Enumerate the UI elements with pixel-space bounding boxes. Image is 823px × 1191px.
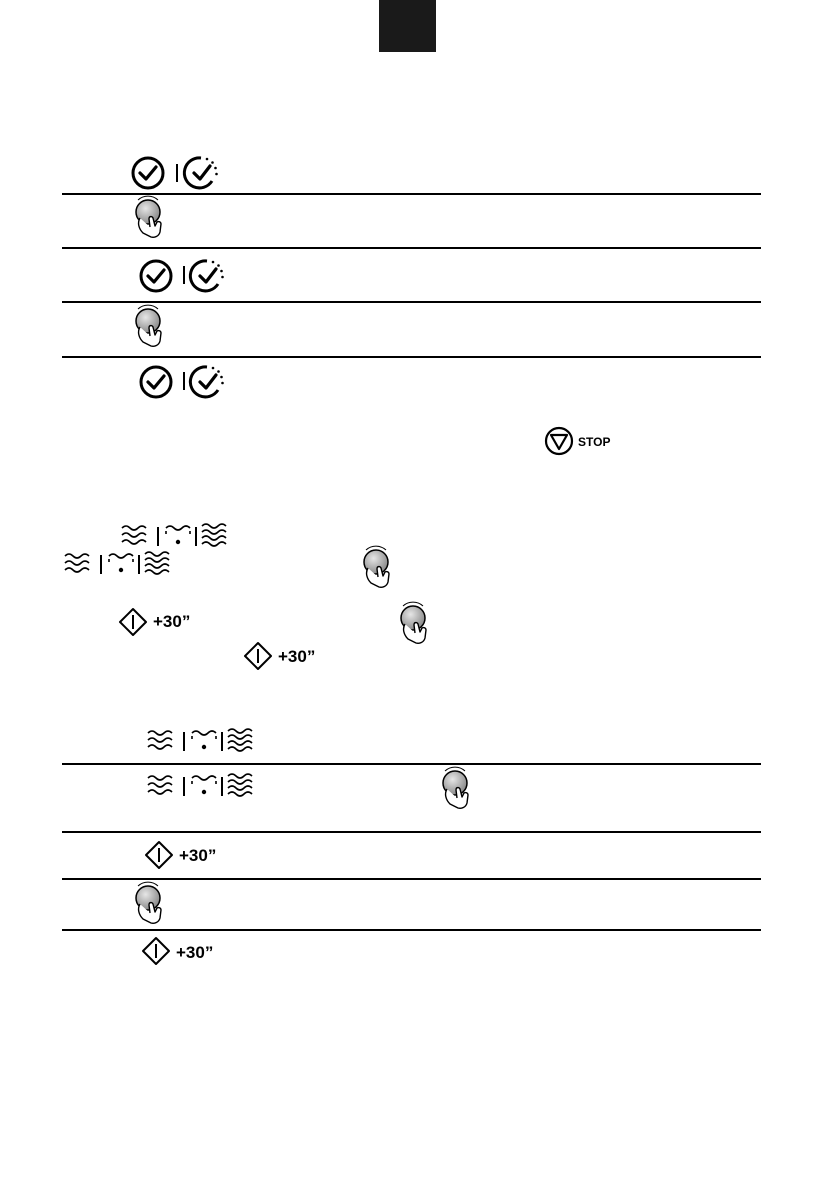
clock-icon[interactable] — [130, 155, 166, 191]
dial-icon[interactable] — [440, 767, 474, 811]
plus30-label: +30” — [153, 612, 191, 631]
stop-icon[interactable] — [544, 426, 574, 456]
timer-icon[interactable] — [190, 258, 226, 294]
plus30-label: +30” — [179, 846, 217, 865]
divider-line — [62, 301, 761, 303]
separator — [176, 164, 178, 182]
divider-line — [62, 247, 761, 249]
steam-modes-icon[interactable] — [146, 727, 256, 753]
separator — [183, 372, 185, 390]
stop-label: STOP — [578, 435, 611, 449]
divider-line — [62, 193, 761, 195]
steam-modes-icon[interactable] — [63, 550, 173, 576]
steam-modes-icon[interactable] — [120, 522, 230, 548]
divider-line — [62, 763, 761, 765]
plus30-label: +30” — [278, 647, 316, 666]
timer-icon[interactable] — [184, 155, 220, 191]
dial-icon[interactable] — [133, 305, 167, 349]
start-icon[interactable] — [243, 641, 273, 671]
start-icon[interactable] — [141, 936, 171, 966]
dial-icon[interactable] — [398, 602, 432, 646]
divider-line — [62, 356, 761, 358]
dial-icon[interactable] — [133, 882, 167, 926]
plus30-label: +30” — [176, 943, 214, 962]
divider-line — [62, 831, 761, 833]
start-icon[interactable] — [118, 607, 148, 637]
page-tab-marker — [379, 0, 436, 52]
clock-icon[interactable] — [138, 364, 174, 400]
dial-icon[interactable] — [361, 546, 395, 590]
clock-icon[interactable] — [138, 258, 174, 294]
start-icon[interactable] — [144, 840, 174, 870]
divider-line — [62, 929, 761, 931]
separator — [183, 266, 185, 284]
dial-icon[interactable] — [133, 196, 167, 240]
timer-icon[interactable] — [190, 364, 226, 400]
divider-line — [62, 878, 761, 880]
steam-modes-icon[interactable] — [146, 772, 256, 798]
